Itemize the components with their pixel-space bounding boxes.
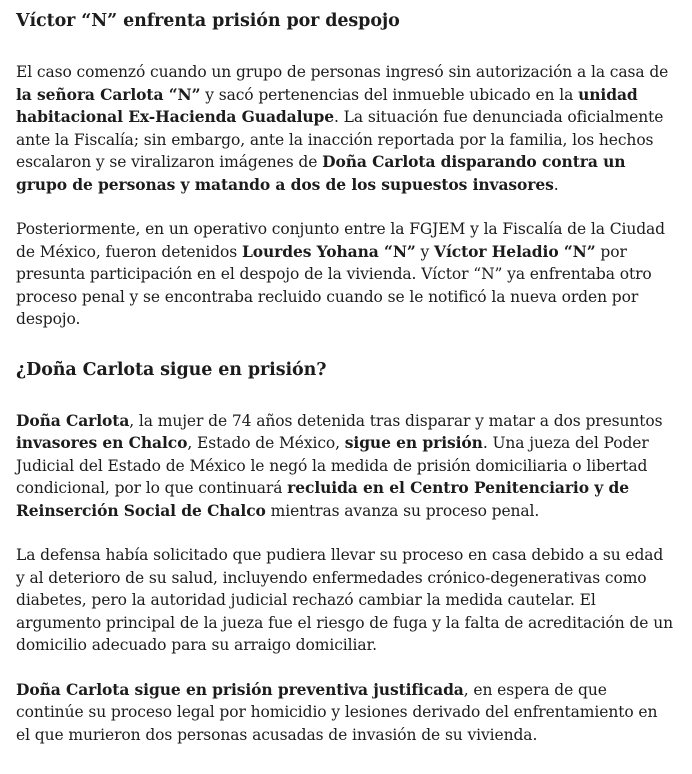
bold-text-segment: sigue en prisión: [344, 433, 483, 452]
heading-dona-carlota-prision: [16, 359, 676, 382]
text-segment: y: [415, 242, 435, 261]
bold-text-segment: Doña Carlota disparando contra un grupo de personas y matando a dos de los supuestos invasores: [16, 152, 626, 194]
text-segment: mientras avanza su proceso penal.: [265, 501, 540, 520]
bold-text-segment: recluida en el Centro Penitenciario y de Reinserción Social de Chalco: [16, 478, 629, 520]
heading-victor-prision: [16, 10, 676, 33]
bold-text-segment: Doña Carlota sigue en prisión preventiva justificada: [16, 679, 464, 699]
bold-text-segment: Lourdes Yohana “N”: [241, 241, 416, 261]
text-segment: Posteriormente, en un operativo conjunto entre la FGJEM y la Fiscalía de la Ciudad de México, fueron detenidos: [16, 220, 666, 261]
text-segment: , en espera de que continúe su proceso legal por homicidio y lesiones derivado del enfrentamiento en el que murieron dos personas acusadas de invasión de su vivienda.: [16, 680, 658, 744]
bold-text-segment: Víctor “N” enfrenta prisión por despojo: [16, 11, 400, 31]
paragraph-operativo-detenidos: [16, 218, 676, 331]
bold-text-segment: unidad habitacional Ex-Hacienda Guadalupe: [16, 84, 638, 126]
bold-text-segment: Doña Carlota: [16, 410, 130, 430]
paragraph-prision-preventiva: [16, 679, 676, 747]
text-segment: , Estado de México,: [187, 434, 345, 452]
text-segment: El caso comenzó cuando un grupo de personas ingresó sin autorización a la casa de: [16, 63, 669, 81]
text-segment: por presunta participación en el despojo de la vivienda. Víctor “N” ya enfrentaba otro proceso penal y se encontraba recluido cuando se le notificó la nueva orden por despojo.: [16, 242, 652, 328]
text-segment: .: [553, 175, 559, 194]
bold-text-segment: invasores en Chalco: [16, 433, 188, 452]
bold-text-segment: ¿Doña Carlota sigue en prisión?: [16, 359, 327, 380]
text-segment: . La situación fue denunciada oficialmente ante la Fiscalía; sin embargo, ante la inacción reportada por la familia, los hechos escalaron y se viralizaron imágenes de: [16, 108, 664, 171]
paragraph-dona-carlota-estado: [16, 410, 676, 523]
text-segment: La defensa había solicitado que pudiera llevar su proceso en casa debido a su edad y al deterioro de su salud, incluyendo enfermedades crónico-degenerativas como diabetes, pero la autoridad judicial rechazó cambiar la medida cautelar. El argumento principal de la jueza fue el riesgo de fuga y la falta de acreditación de un domicilio adecuado para su arraigo domiciliar.: [16, 546, 673, 654]
text-segment: . Una jueza del Poder Judicial del Estado de México le negó la medida de prisión domiciliaria o libertad condicional, por lo que continuará: [16, 434, 649, 497]
bold-text-segment: la señora Carlota “N”: [16, 84, 201, 104]
text-segment: y sacó pertenencias del inmueble ubicado en la: [200, 85, 579, 104]
text-segment: , la mujer de 74 años detenida tras disparar y matar a dos presuntos: [129, 411, 663, 430]
bold-text-segment: Víctor Heladio “N”: [434, 241, 596, 261]
paragraph-defensa-solicitud: [16, 544, 676, 657]
paragraph-caso-comenzo: [16, 61, 676, 196]
